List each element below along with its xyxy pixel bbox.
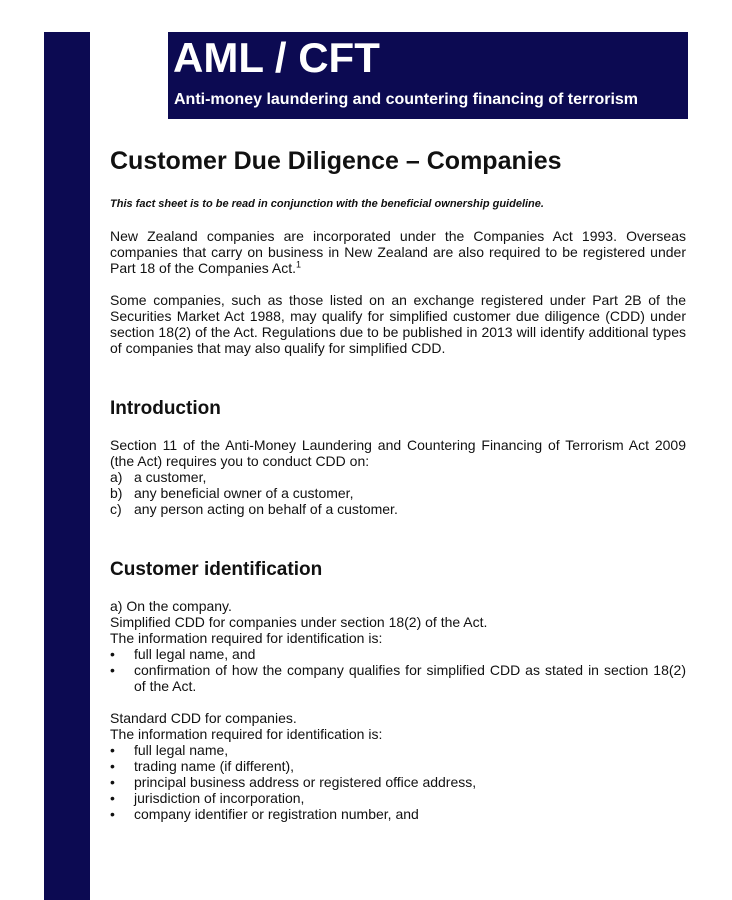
cdd-subject-list	[110, 469, 686, 517]
header-banner	[168, 32, 688, 119]
paragraph-companies-act-text: New Zealand companies are incorporated under the Companies Act 1993. Overseas companies that carry on business in New Zealand are also required to be registered under Part 18 of the Companies Act.	[110, 228, 686, 276]
list-item-text: principal business address or registered office address,	[134, 774, 477, 790]
list-item	[110, 758, 686, 774]
list-marker: b)	[110, 485, 123, 501]
line-info-required: The information required for identification is:	[110, 630, 383, 646]
bullet-marker: •	[110, 742, 115, 758]
list-item-text: jurisdiction of incorporation,	[134, 790, 305, 806]
line-info-required-standard: The information required for identification is:	[110, 726, 383, 742]
document-body	[110, 145, 686, 822]
standard-cdd-list	[110, 742, 686, 822]
paragraph-simplified-cdd: Some companies, such as those listed on an exchange registered under Part 2B of the Securities Market Act 1988, may qualify for simplified customer due diligence (CDD) under section 18(2) of the Act. Regulations due to be published in 2013 will identify additional types of companies that may also qualify for simplified CDD.	[110, 292, 686, 356]
bullet-marker: •	[110, 758, 115, 774]
list-item	[110, 774, 686, 790]
document-title: Customer Due Diligence – Companies	[110, 147, 562, 175]
list-item	[110, 646, 686, 662]
reading-note: This fact sheet is to be read in conjunction with the beneficial ownership guideline.	[110, 198, 544, 210]
bullet-marker: •	[110, 774, 115, 790]
list-item-text: any person acting on behalf of a customer.	[134, 501, 398, 517]
list-item	[110, 806, 686, 822]
list-item-text: full legal name, and	[134, 646, 256, 662]
list-marker: a)	[110, 469, 123, 485]
list-item-text: trading name (if different),	[134, 758, 295, 774]
bullet-marker: •	[110, 790, 115, 806]
bullet-marker: •	[110, 646, 115, 662]
list-item-text: any beneficial owner of a customer,	[134, 485, 354, 501]
list-item-text: a customer,	[134, 469, 207, 485]
banner-title: AML / CFT	[173, 34, 380, 81]
list-item	[110, 662, 686, 694]
paragraph-companies-act	[110, 228, 686, 276]
heading-introduction: Introduction	[110, 398, 221, 419]
list-marker: c)	[110, 501, 122, 517]
list-item	[110, 485, 686, 501]
list-item	[110, 469, 686, 485]
list-item	[110, 790, 686, 806]
line-on-company: a) On the company.	[110, 598, 232, 614]
line-standard-cdd: Standard CDD for companies.	[110, 710, 297, 726]
heading-customer-identification: Customer identification	[110, 559, 323, 580]
list-item-text: confirmation of how the company qualifies for simplified CDD as stated in section 18(2) of the Act.	[134, 662, 686, 694]
simplified-cdd-list	[110, 646, 686, 694]
bullet-marker: •	[110, 662, 115, 678]
footnote-marker: 1	[296, 259, 302, 270]
sidebar-band	[44, 32, 90, 900]
list-item	[110, 501, 686, 517]
list-item-text: full legal name,	[134, 742, 229, 758]
list-item-text: company identifier or registration number, and	[134, 806, 419, 822]
list-item	[110, 742, 686, 758]
line-simplified-cdd: Simplified CDD for companies under section 18(2) of the Act.	[110, 614, 488, 630]
paragraph-section-11: Section 11 of the Anti-Money Laundering and Countering Financing of Terrorism Act 2009 (the Act) requires you to conduct CDD on:	[110, 437, 686, 469]
banner-subtitle: Anti-money laundering and countering financing of terrorism	[174, 91, 639, 108]
bullet-marker: •	[110, 806, 115, 822]
